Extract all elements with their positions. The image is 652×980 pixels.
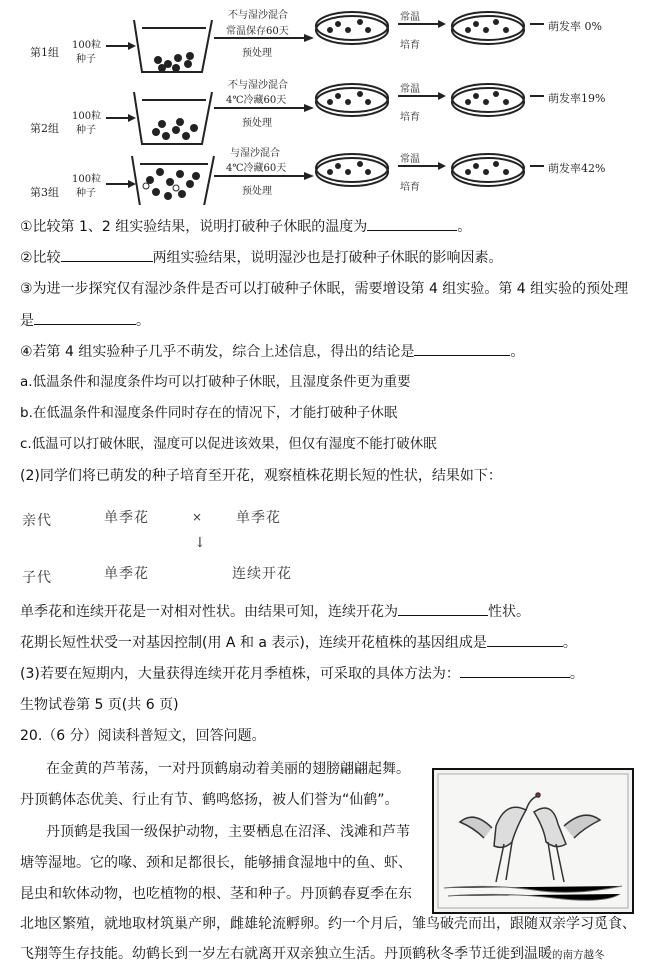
answer-blank[interactable] <box>487 634 563 647</box>
beaker-icon <box>134 92 212 144</box>
culture-temp: 常温 <box>400 84 420 95</box>
question-text: ①比较第 1、2 组实验结果，说明打破种子休眠的温度为 <box>20 219 368 235</box>
culture-label: 培育 <box>400 112 420 123</box>
part-2-intro: (2)同学们将已萌发的种子培育至开花，观察植株花期长短的性状，结果如下： <box>20 468 502 484</box>
question-text: 。 <box>136 313 150 329</box>
question-text: 花期长短性状受一对基因控制(用 A 和 a 表示)，连续开花植株的基因组成是 <box>20 635 487 651</box>
culture-label: 培育 <box>400 40 420 51</box>
question-text: 。 <box>569 666 584 682</box>
seed-count: 100粒 <box>72 111 102 122</box>
article-paragraph-2-line-1: 丹顶鹤是我国一级保护动物，主要栖息在沼泽、浅滩和芦苇 <box>46 824 410 840</box>
genotype-question <box>20 634 577 652</box>
question-text: 单季花和连续开花是一对相对性状。由结果可知，连续开花为 <box>20 604 398 620</box>
cross-sign: × <box>192 510 204 524</box>
experiment-drawing <box>0 0 652 205</box>
seeds-icon <box>143 52 200 200</box>
page-footer: 生物试卷第 5 页(共 6 页) <box>20 697 179 713</box>
parent-generation-label: 亲代 <box>22 513 52 529</box>
parent-a-phenotype: 单季花 <box>104 510 149 526</box>
group-label: 第1组 <box>30 46 59 59</box>
pretreatment-label: 预处理 <box>242 186 272 197</box>
answer-blank[interactable] <box>61 249 153 262</box>
question-text: 。 <box>510 344 525 360</box>
petri-dish-icon <box>316 12 524 186</box>
question-text: 性状。 <box>488 604 530 620</box>
seed-label: 种子 <box>76 125 96 136</box>
article-paragraph-2-line-4: 北地区繁殖，就地取材筑巢产卵，雌雄轮流孵卵。约一个月后，雏鸟破壳而出，跟随双亲学习觅食、 <box>20 916 636 932</box>
article-text: 飞翔等生存技能。幼鹤长到一岁左右就离开双亲独立生活。丹顶鹤秋冬季节迁徙到温暖 <box>20 946 552 962</box>
pretreatment-storage: 常温保存60天 <box>226 26 289 37</box>
group-label: 第2组 <box>30 122 59 135</box>
option-b[interactable]: b.在低温条件和湿度条件同时存在的情况下，才能打破种子休眠 <box>20 405 398 421</box>
question-text: ④若第 4 组实验种子几乎不萌发，综合上述信息，得出的结论是 <box>20 344 415 360</box>
germination-rate: 萌发率42% <box>548 162 606 175</box>
option-c[interactable]: c.低温可以打破休眠，湿度可以促进该效果，但仅有湿度不能打破休眠 <box>20 436 437 452</box>
germination-rate: 萌发率 0% <box>548 20 602 33</box>
option-a[interactable]: a.低温条件和湿度条件均可以打破种子休眠，且湿度条件更为重要 <box>20 374 411 390</box>
answer-blank[interactable] <box>414 343 510 356</box>
seed-count: 100粒 <box>72 40 102 51</box>
seed-label: 种子 <box>76 188 96 199</box>
answer-blank[interactable] <box>34 312 136 325</box>
pretreatment-storage: 4℃冷藏60天 <box>226 163 287 174</box>
seed-count: 100粒 <box>72 174 102 185</box>
offspring-a-phenotype: 单季花 <box>104 566 149 582</box>
pretreatment-storage: 4℃冷藏60天 <box>226 95 287 106</box>
question-text: 是 <box>20 313 34 329</box>
culture-label: 培育 <box>400 182 420 193</box>
pretreatment-label: 预处理 <box>242 48 272 59</box>
question-text: (3)若要在短期内，大量获得连续开花月季植株，可采取的具体方法为： <box>20 666 460 682</box>
question-3-line-1: ③为进一步探究仅有湿沙条件是否可以打破种子休眠，需要增设第 4 组实验。第 4 组实验的预处理 <box>20 281 629 297</box>
germination-rate: 萌发率19% <box>548 92 606 105</box>
crane-illustration <box>434 770 632 912</box>
culture-temp: 常温 <box>400 12 420 23</box>
pretreatment-condition: 不与湿沙混合 <box>228 80 288 91</box>
question-text: 两组实验结果，说明湿沙也是打破种子休眠的影响因素。 <box>152 250 503 266</box>
answer-blank[interactable] <box>398 603 488 616</box>
article-paragraph-2-line-5 <box>20 945 605 964</box>
question-1 <box>20 218 471 236</box>
pretreatment-condition: 与湿沙混合 <box>230 148 280 159</box>
offspring-b-phenotype: 连续开花 <box>232 566 292 582</box>
question-text: 。 <box>562 635 577 651</box>
offspring-generation-label: 子代 <box>22 570 52 586</box>
beaker-icon <box>134 20 212 72</box>
answer-blank[interactable] <box>460 665 570 678</box>
dominance-question <box>20 603 530 621</box>
question-20-title: 20.（6 分）阅读科普短文，回答问题。 <box>20 728 266 744</box>
article-paragraph-1-line-1: 在金黄的芦苇荡，一对丹顶鹤扇动着美丽的翅膀翩翩起舞。 <box>46 761 410 777</box>
pretreatment-condition: 不与湿沙混合 <box>228 10 288 21</box>
article-text-tail: 的南方越冬 <box>552 949 605 961</box>
method-question <box>20 665 584 683</box>
question-4 <box>20 343 524 361</box>
culture-temp: 常温 <box>400 154 420 165</box>
question-text: ②比较 <box>20 250 61 266</box>
group-label: 第3组 <box>30 186 59 199</box>
article-paragraph-2-line-2: 塘等湿地。它的喙、颈和足都很长，能够捕食湿地中的鱼、虾、 <box>20 855 412 871</box>
article-paragraph-1-line-2: 丹顶鹤体态优美、行止有节、鹤鸣悠扬，被人们誉为“仙鹤”。 <box>20 792 399 808</box>
question-2 <box>20 249 503 267</box>
answer-blank[interactable] <box>367 218 457 231</box>
seed-label: 种子 <box>76 54 96 65</box>
question-text: 。 <box>457 219 472 235</box>
crane-photo <box>432 768 634 914</box>
parent-b-phenotype: 单季花 <box>236 510 281 526</box>
article-paragraph-2-line-3: 昆虫和软体动物，也吃植物的根、茎和种子。丹顶鹤春夏季在东 <box>20 886 412 902</box>
down-arrow-icon: ↓ <box>194 535 207 551</box>
pretreatment-label: 预处理 <box>242 118 272 129</box>
question-3-line-2 <box>20 312 150 330</box>
